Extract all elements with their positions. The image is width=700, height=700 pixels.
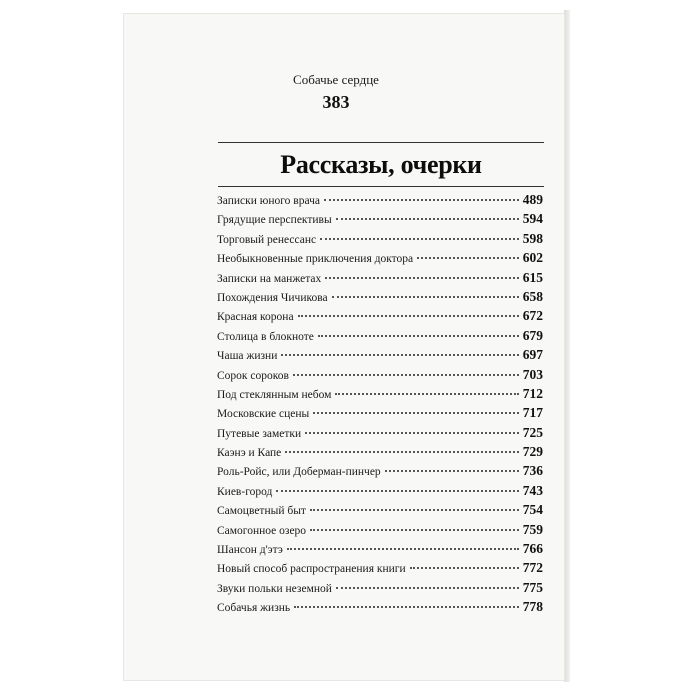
toc-dot-leader	[336, 587, 519, 589]
toc-entry-page: 672	[522, 308, 543, 324]
toc-entry-page: 766	[522, 541, 543, 557]
toc-entry-title: Торговый ренессанс	[217, 233, 317, 246]
toc-entry-title: Записки на манжетах	[217, 272, 322, 285]
toc-dot-leader	[293, 374, 519, 376]
toc-entry-title: Самоцветный быт	[217, 505, 306, 518]
toc-entry-title: Столица в блокноте	[217, 330, 314, 343]
toc-entry	[217, 211, 543, 230]
toc-entry	[217, 270, 543, 289]
section-top-rule	[218, 142, 544, 143]
toc-entry-title: Грядущие перспективы	[217, 214, 332, 227]
toc-entry-title: Чаша жизни	[217, 350, 278, 363]
toc-dot-leader	[335, 393, 518, 395]
toc-entry	[217, 367, 543, 386]
toc-entry-title: Собачья жизнь	[217, 602, 291, 615]
toc-entry-page: 658	[522, 288, 543, 304]
toc-entry-page: 602	[522, 250, 543, 266]
toc-dot-leader	[313, 412, 518, 414]
toc-entry-title: Похождения Чичикова	[217, 291, 328, 304]
toc-dot-leader	[294, 606, 519, 608]
toc-entry	[217, 386, 543, 405]
toc-entry-page: 772	[522, 560, 543, 576]
toc-dot-leader	[310, 509, 519, 511]
toc-entry-title: Самогонное озеро	[217, 524, 307, 537]
toc-entry-page: 598	[522, 230, 543, 246]
toc-dot-leader	[281, 354, 518, 356]
toc-entry-title: Роль-Ройс, или Доберман-пинчер	[217, 466, 381, 479]
toc-entry	[217, 308, 543, 327]
toc-entry-page: 729	[522, 444, 543, 460]
toc-entry	[217, 192, 543, 211]
toc-dot-leader	[310, 529, 519, 531]
toc-entry-page: 712	[522, 385, 543, 401]
section-title: Рассказы, очерки	[280, 150, 482, 179]
toc-entry-title: Необыкновенные приключения доктора	[217, 253, 414, 266]
toc-entry-page: 697	[522, 347, 543, 363]
toc-entry-title: Под стеклянным небом	[217, 388, 332, 401]
toc-entry	[217, 250, 543, 269]
toc-dot-leader	[276, 490, 518, 492]
toc-dot-leader	[332, 296, 519, 298]
toc-entry-page: 703	[522, 366, 543, 382]
toc-entry-page: 775	[522, 579, 543, 595]
toc-entry	[217, 405, 543, 424]
toc-entry-page: 594	[522, 211, 543, 227]
toc-entry	[217, 541, 543, 560]
toc-entry-title: Красная корона	[217, 311, 294, 324]
toc-dot-leader	[318, 335, 519, 337]
toc-entry	[217, 444, 543, 463]
toc-entry	[217, 560, 543, 579]
toc-dot-leader	[305, 432, 519, 434]
toc-entry	[217, 502, 543, 521]
section-bottom-rule	[218, 186, 544, 187]
toc-dot-leader	[298, 315, 519, 317]
toc-entry-page: 778	[522, 599, 543, 615]
toc-entry-title: Записки юного врача	[217, 195, 321, 207]
toc-entry-page: 754	[522, 502, 543, 518]
toc-entry	[217, 483, 543, 502]
toc-entry	[217, 463, 543, 482]
toc-entry-page: 489	[522, 192, 543, 207]
toc-entry	[217, 599, 543, 618]
toc-dot-leader	[385, 470, 519, 472]
page-edge	[564, 10, 570, 682]
toc-entry-title: Путевые заметки	[217, 427, 302, 440]
toc-entry-page: 725	[522, 424, 543, 440]
toc-dot-leader	[285, 451, 518, 453]
toc-entry	[217, 580, 543, 599]
toc-entry-page: 736	[522, 463, 543, 479]
toc-entry	[217, 425, 543, 444]
toc-entry-title: Новый способ распространения книги	[217, 563, 406, 576]
toc-entry-page: 615	[522, 269, 543, 285]
toc-entry	[217, 347, 543, 366]
toc-dot-leader	[336, 218, 519, 220]
toc-entry	[217, 289, 543, 308]
toc-entry-title: Сорок сороков	[217, 369, 289, 382]
toc-entry	[217, 522, 543, 541]
toc-dot-leader	[320, 238, 519, 240]
toc-entry-page: 717	[522, 405, 543, 421]
table-of-contents	[217, 192, 543, 619]
toc-entry-title: Киев-город	[217, 485, 273, 498]
toc-dot-leader	[410, 567, 519, 569]
toc-dot-leader	[325, 277, 518, 279]
toc-entry-title: Звуки польки неземной	[217, 582, 332, 595]
toc-entry	[217, 231, 543, 250]
toc-entry-page: 679	[522, 327, 543, 343]
previous-entry-title: Собачье сердце	[293, 72, 379, 87]
toc-dot-leader	[324, 199, 519, 201]
book-page	[124, 14, 564, 680]
toc-entry	[217, 328, 543, 347]
toc-dot-leader	[287, 548, 519, 550]
toc-entry-page: 759	[522, 521, 543, 537]
toc-entry-title: Каэнэ и Капе	[217, 447, 282, 460]
previous-entry-page: 383	[322, 92, 350, 112]
toc-entry-title: Шансон д'этэ	[217, 544, 283, 557]
toc-dot-leader	[417, 257, 519, 259]
toc-entry-page: 743	[522, 482, 543, 498]
toc-entry-title: Московские сцены	[217, 408, 310, 421]
